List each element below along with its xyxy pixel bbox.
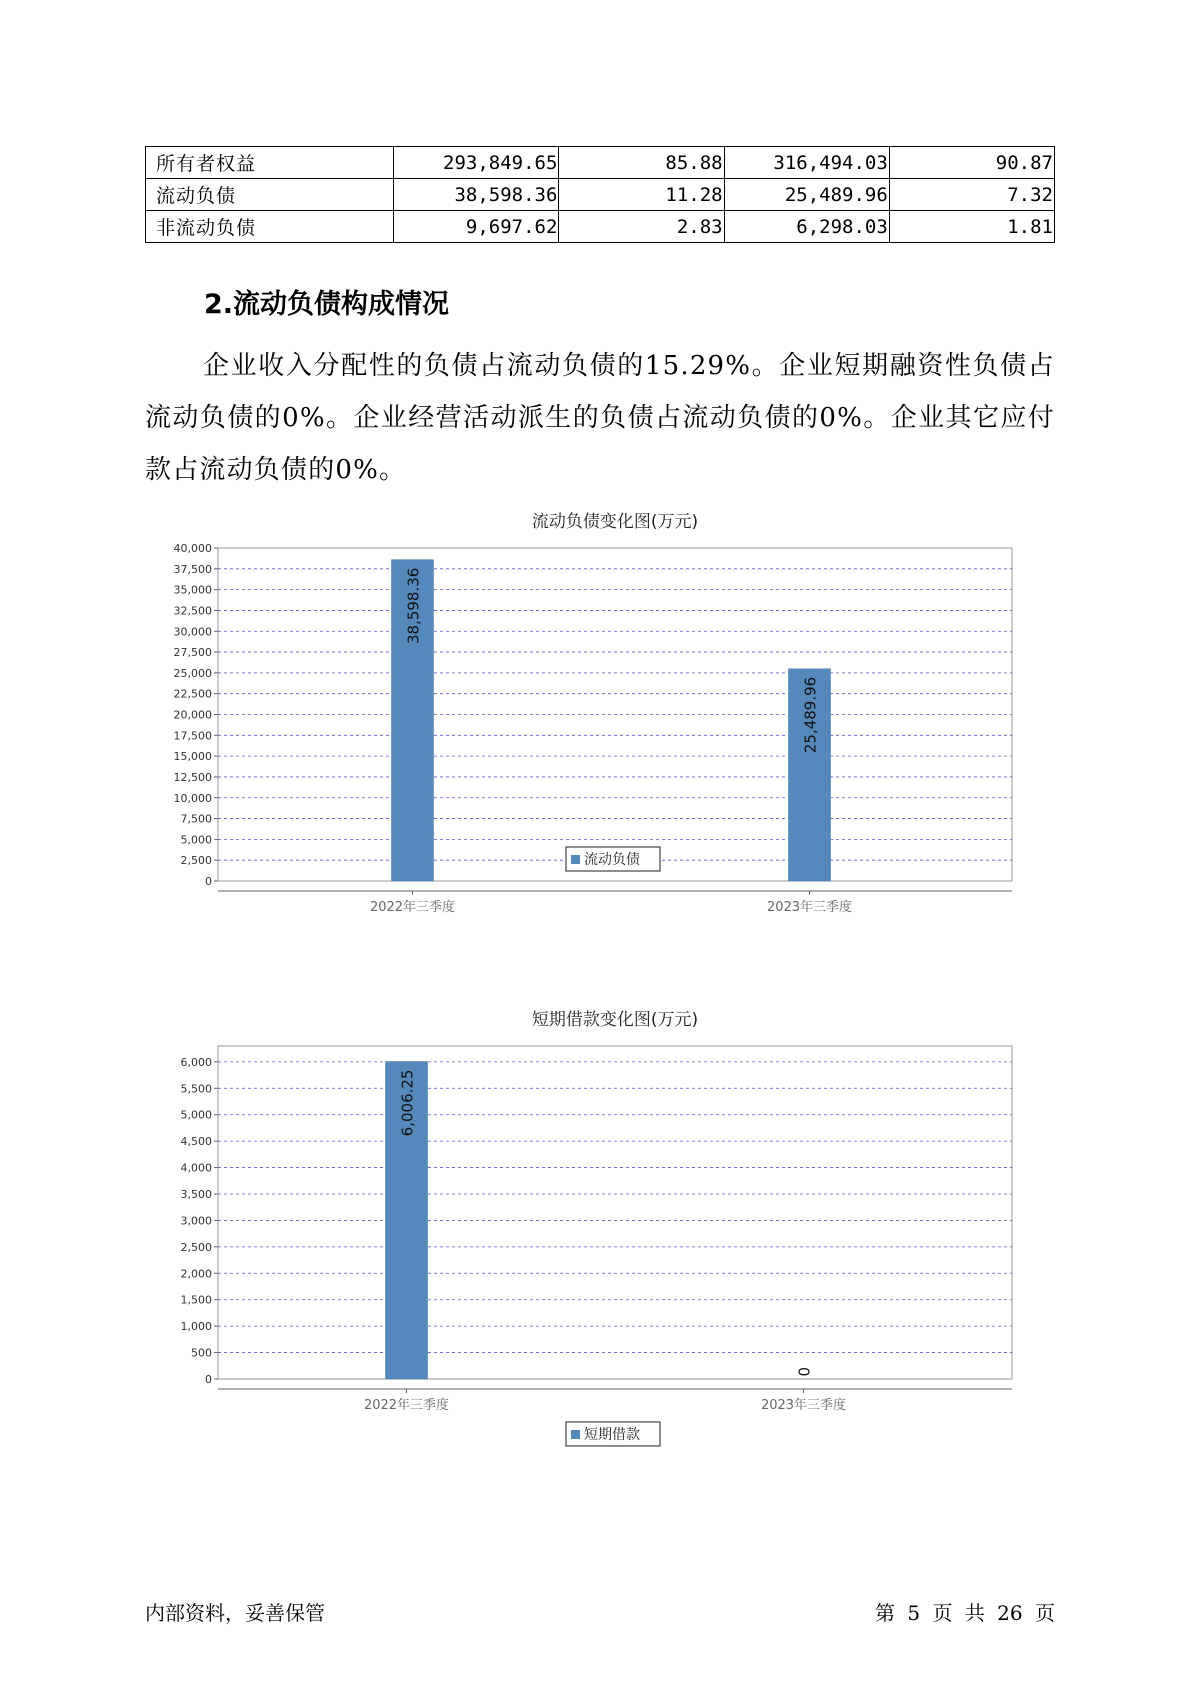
y-tick-label: 6,000 <box>180 1055 212 1069</box>
legend-label: 短期借款 <box>584 1427 640 1443</box>
y-tick-label: 37,500 <box>173 562 212 576</box>
cell-value: 11.28 <box>559 179 724 211</box>
y-tick-label: 3,500 <box>180 1188 212 1201</box>
financial-table <box>145 146 1055 243</box>
data-label: 6,006.25 <box>398 1069 417 1137</box>
y-tick-label: 30,000 <box>173 625 212 639</box>
data-label: 25,489.96 <box>801 676 820 754</box>
current-liabilities-chart <box>0 500 1191 940</box>
cell-value: 293,849.65 <box>394 147 559 179</box>
y-tick-label: 2,500 <box>180 1240 212 1254</box>
y-tick-label: 7,500 <box>180 812 212 826</box>
page-number: 第 5 页 共 26 页 <box>875 1601 1055 1625</box>
y-tick-label: 0 <box>205 875 212 888</box>
y-tick-label: 17,500 <box>173 729 212 743</box>
y-tick-label: 1,500 <box>180 1293 212 1307</box>
y-tick-label: 25,000 <box>173 666 212 680</box>
y-tick-label: 15,000 <box>173 750 212 764</box>
legend-swatch <box>571 1430 580 1439</box>
cell-value: 1.81 <box>889 211 1054 243</box>
data-label: 0 <box>795 1367 814 1377</box>
chart-title: 流动负债变化图(万元) <box>531 512 699 532</box>
chart-title: 短期借款变化图(万元) <box>531 1010 699 1030</box>
cell-value: 6,298.03 <box>724 211 889 243</box>
cell-value: 85.88 <box>559 147 724 179</box>
table-row <box>146 147 1055 179</box>
cell-value: 38,598.36 <box>394 179 559 211</box>
y-tick-label: 4,000 <box>180 1161 212 1175</box>
cell-value: 25,489.96 <box>724 179 889 211</box>
row-label: 非流动负债 <box>146 211 394 243</box>
y-tick-label: 1,000 <box>180 1320 212 1334</box>
cell-value: 2.83 <box>559 211 724 243</box>
y-tick-label: 5,000 <box>180 833 212 847</box>
row-label: 所有者权益 <box>146 147 394 179</box>
y-tick-label: 22,500 <box>173 687 212 701</box>
section-heading: 2.流动负债构成情况 <box>204 289 450 320</box>
table-row <box>146 179 1055 211</box>
y-tick-label: 12,500 <box>173 770 212 784</box>
cell-value: 9,697.62 <box>394 211 559 243</box>
y-tick-label: 5,000 <box>180 1108 212 1122</box>
y-tick-label: 5,500 <box>180 1082 212 1096</box>
y-tick-label: 20,000 <box>173 708 212 722</box>
section-paragraph: 企业收入分配性的负债占流动负债的15.29%。企业短期融资性负债占流动负债的0%。企业经营活动派生的负债占流动负债的0%。企业其它应付款占流动负债的0%。 <box>145 351 1055 485</box>
x-tick-label: 2023年三季度 <box>760 1398 847 1413</box>
y-tick-label: 27,500 <box>173 646 212 660</box>
x-tick-label: 2023年三季度 <box>766 900 853 915</box>
plot-area <box>218 1046 1012 1379</box>
y-tick-label: 2,500 <box>180 854 212 868</box>
y-tick-label: 3,000 <box>180 1214 212 1228</box>
y-tick-label: 10,000 <box>173 791 212 805</box>
footer-note: 内部资料，妥善保管 <box>145 1601 325 1625</box>
row-label: 流动负债 <box>146 179 394 211</box>
cell-value: 316,494.03 <box>724 147 889 179</box>
legend-swatch <box>571 855 580 864</box>
y-tick-label: 4,500 <box>180 1135 212 1149</box>
x-tick-label: 2022年三季度 <box>369 900 456 915</box>
cell-value: 7.32 <box>889 179 1054 211</box>
legend-label: 流动负债 <box>584 852 640 868</box>
y-tick-label: 35,000 <box>173 583 212 597</box>
y-tick-label: 40,000 <box>173 542 212 555</box>
y-tick-label: 32,500 <box>173 604 212 618</box>
x-tick-label: 2022年三季度 <box>363 1398 450 1413</box>
short-term-loans-chart <box>0 998 1191 1458</box>
data-label: 38,598.36 <box>404 567 423 645</box>
y-tick-label: 2,000 <box>180 1267 212 1281</box>
cell-value: 90.87 <box>889 147 1054 179</box>
y-tick-label: 0 <box>205 1373 212 1386</box>
table-row <box>146 211 1055 243</box>
y-tick-label: 500 <box>191 1346 212 1360</box>
